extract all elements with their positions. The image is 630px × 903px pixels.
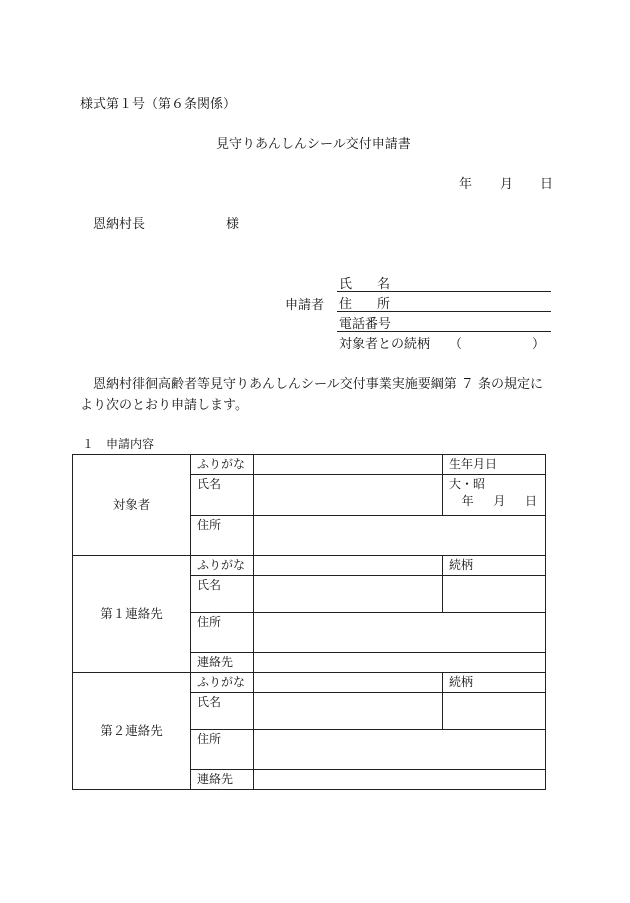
applicant-name-label-1: 氏 [339,277,353,292]
contact2-relation-label: 続柄 [443,673,546,693]
contact2-furigana-row [73,673,546,693]
birth-day-label: 日 [524,494,537,508]
relation-open-paren: （ [449,337,463,352]
target-furigana-input[interactable] [254,455,443,475]
applicant-label: 申請者 [285,298,325,313]
applicant-name-label-2: 名 [377,277,391,292]
birth-era-options: 大・昭 [449,477,486,491]
contact1-group-label: 第１連絡先 [73,556,191,673]
applicant-relation-label: 対象者との続柄 [339,337,431,352]
applicant-address-line[interactable] [337,311,551,312]
applicant-name-line[interactable] [337,291,551,292]
form-number: 様式第１号（第６条関係） [80,97,237,112]
contact2-contact-label: 連絡先 [191,770,254,790]
birth-year-label: 年 [461,494,474,508]
contact2-furigana-label: ふりがな [191,673,254,693]
applicant-phone-line[interactable] [337,331,551,332]
birth-date-labels [449,494,539,509]
target-birth-label: 生年月日 [443,455,546,475]
contact1-contact-input[interactable] [254,653,546,673]
contact1-address-input[interactable] [254,613,546,653]
section-heading: １ 申請内容 [82,437,155,451]
applicant-address-label-1: 住 [339,297,353,312]
application-table [72,454,546,790]
body-line-2: より次のとおり申請します。 [80,398,248,413]
contact2-group-label: 第２連絡先 [73,673,191,790]
contact2-furigana-input[interactable] [254,673,443,693]
contact2-name-label: 氏名 [191,693,254,730]
birth-month-label: 月 [493,494,506,508]
target-birth-cell[interactable] [443,475,546,516]
contact2-contact-input[interactable] [254,770,546,790]
contact1-contact-label: 連絡先 [191,653,254,673]
contact2-address-input[interactable] [254,730,546,770]
contact2-relation-input[interactable] [443,693,546,730]
target-furigana-row [73,455,546,475]
contact1-furigana-row [73,556,546,576]
document-title: 見守りあんしんシール交付申請書 [216,137,411,152]
target-name-label: 氏名 [191,475,254,516]
applicant-phone-label: 電話番号 [339,317,392,332]
applicant-address-label-2: 所 [377,297,391,312]
contact2-address-label: 住所 [191,730,254,770]
addressee-honorific: 様 [226,217,240,232]
date-month-label: 月 [500,177,514,192]
contact1-address-label: 住所 [191,613,254,653]
target-name-input[interactable] [254,475,443,516]
contact1-furigana-label: ふりがな [191,556,254,576]
contact2-name-input[interactable] [254,693,443,730]
relation-close-paren: ） [532,337,546,352]
date-year-label: 年 [459,177,473,192]
target-address-label: 住所 [191,516,254,556]
body-line-1: 恩納村徘徊高齢者等見守りあんしんシール交付事業実施要綱第 ７ 条の規定に [93,377,544,392]
contact1-name-input[interactable] [254,576,443,613]
target-group-label: 対象者 [73,455,191,556]
contact1-relation-input[interactable] [443,576,546,613]
contact1-furigana-input[interactable] [254,556,443,576]
target-address-input[interactable] [254,516,546,556]
addressee-name: 恩納村長 [93,217,146,232]
date-day-label: 日 [540,177,554,192]
target-furigana-label: ふりがな [191,455,254,475]
contact1-relation-label: 続柄 [443,556,546,576]
contact1-name-label: 氏名 [191,576,254,613]
